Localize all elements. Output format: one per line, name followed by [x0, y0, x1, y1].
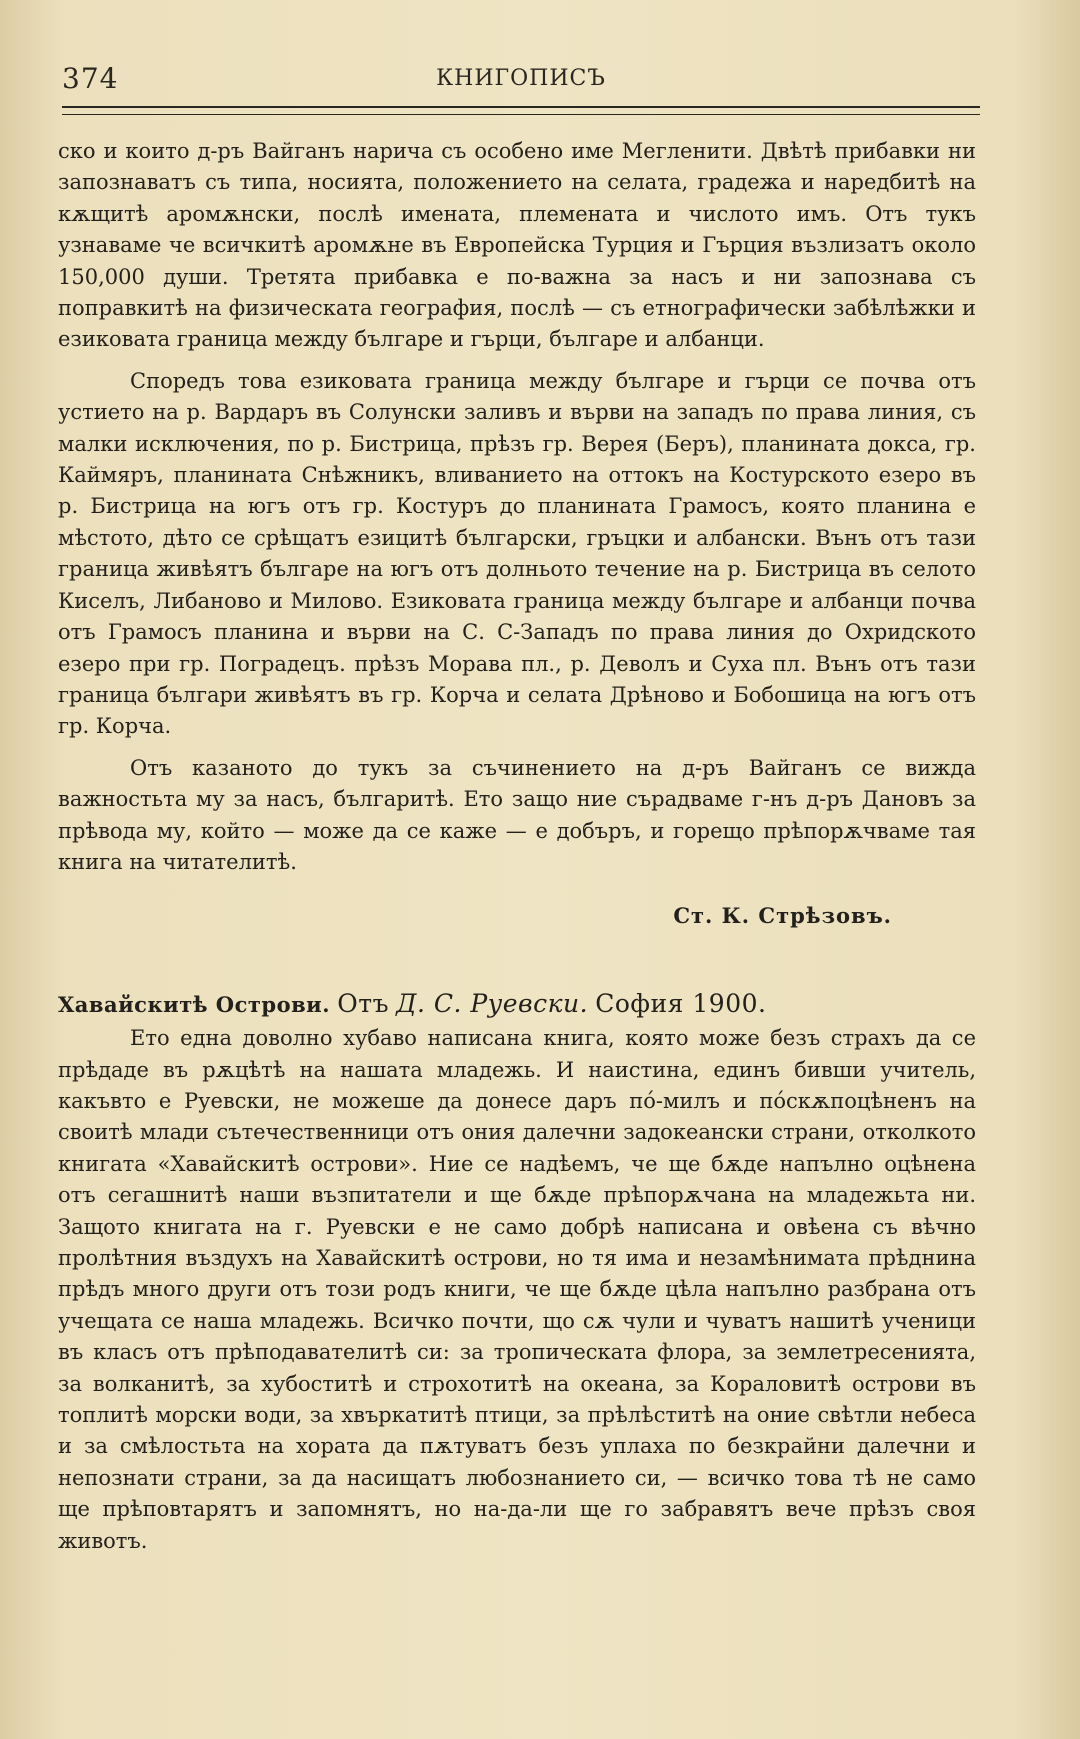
page-header [62, 62, 980, 102]
page-content [58, 136, 976, 1557]
review2-title-place: София 1900. [595, 988, 767, 1018]
review2-title-bold: Хавайскитѣ Острови. [58, 991, 331, 1017]
review1-paragraph-3: Отъ казаното до тукъ за съчинението на д-ръ Вайганъ се вижда важностьта му за насъ, българитѣ. Ето защо ние сърадваме г-нъ д-ръ Дановъ за прѣвода му, който — може да се каже — е добъръ, и горещо прѣпорѫчваме тая книга на читателитѣ. [58, 755, 976, 874]
header-rule [62, 106, 980, 115]
review2-title-author: Д. С. Руевски. [396, 988, 589, 1018]
review2-title-from: Отъ [337, 988, 389, 1018]
review2-body: Ето една доволно хубаво написана книга, която може безъ страхъ да се прѣдаде въ рѫцѣтѣ на нашата младежь. И наистина, единъ бивши учитель, какъвто е Руевски, не можеше да донесе даръ по́-милъ и по́скѫпоцѣненъ на своитѣ млади сътечественници отъ ония далечни задокеански страни, отколкото книгата «Хавайскитѣ острови». Ние се надѣемъ, че ще бѫде напълно оцѣнена отъ сегашнитѣ наши възпитатели и ще бѫде прѣпорѫчана на младежьта ни. Защото книгата на г. Руевски е не само добрѣ написана и овѣена съ вѣчно пролѣтния въздухъ на Хавайскитѣ острови, но тя има и незамѣнимата прѣднина прѣдъ много други отъ този родъ книги, че ще бѫде цѣла напълно разбрана отъ учещата се наша младежь. Всичко почти, що сѫ чули и чуватъ нашитѣ ученици въ класъ отъ прѣподавателитѣ си: за тропическата флора, за землетресенията, за волканитѣ, за хубоститѣ и строхотитѣ на океана, за Кораловитѣ острови въ топлитѣ морски води, за хвъркатитѣ птици, за прѣлѣститѣ на оние свѣтли небеса и за смѣлостьта на хората да пѫтуватъ безъ уплаха по безкрайни далечни и непознати страни, за да насищатъ любознанието си, — всичко това тѣ не само ще прѣповтарятъ и запомнятъ, но на-да-ли ще го забравятъ вече прѣзъ своя животъ. [58, 1026, 976, 1553]
running-title: КНИГОПИСЪ [436, 66, 606, 91]
review1-paragraph-2: Споредъ това езиковата граница между българе и гърци се почва отъ устието на р. Вардаръ въ Солунски заливъ и върви на западъ по права линия, съ малки исключения, по р. Бистрица, прѣзъ гр. Верея (Беръ), планината докса, гр. Каймяръ, планината Снѣжникъ, вливанието на оттокъ на Костурското езеро въ р. Бистрица на югъ отъ гр. Костуръ до планината Грамосъ, която планина е мѣстото, дѣто се срѣщатъ езицитѣ български, гръцки и албански. Вънъ отъ тази граница живѣятъ българе на югъ отъ долньото течение на р. Бистрица въ селото Киселъ, Либаново и Милово. Езиковата граница между българе и албанци почва отъ Грамосъ планина и върви на С. С-Западъ по права линия до Охридското езеро при гр. Поградецъ. прѣзъ Морава пл., р. Деволъ и Суха пл. Вънъ отъ тази граница българи живѣятъ въ гр. Корча и селата Дрѣново и Бобошица на югъ отъ гр. Корча. [58, 368, 976, 739]
page-number: 374 [62, 62, 119, 95]
review1-signature: Ст. К. Стрѣзовъ. [673, 903, 892, 929]
review1-paragraph-1: ско и които д-ръ Вайганъ нарича съ особено име Мегленити. Двѣтѣ прибавки ни запознаватъ съ типа, носията, положението на селата, градежа и наредбитѣ на кѫщитѣ аромѫнски, послѣ имената, племената и числото имъ. Отъ тукъ узнаваме че всичкитѣ аромѫне въ Европейска Турция и Гърция възлизатъ около 150,000 души. Третята прибавка е по-важна за насъ и ни запознава съ поправкитѣ на физическата география, послѣ — съ етнографически забѣлѣжки и езиковата граница между българе и гърци, българе и албанци. [58, 139, 976, 352]
review2-title [58, 988, 976, 1021]
